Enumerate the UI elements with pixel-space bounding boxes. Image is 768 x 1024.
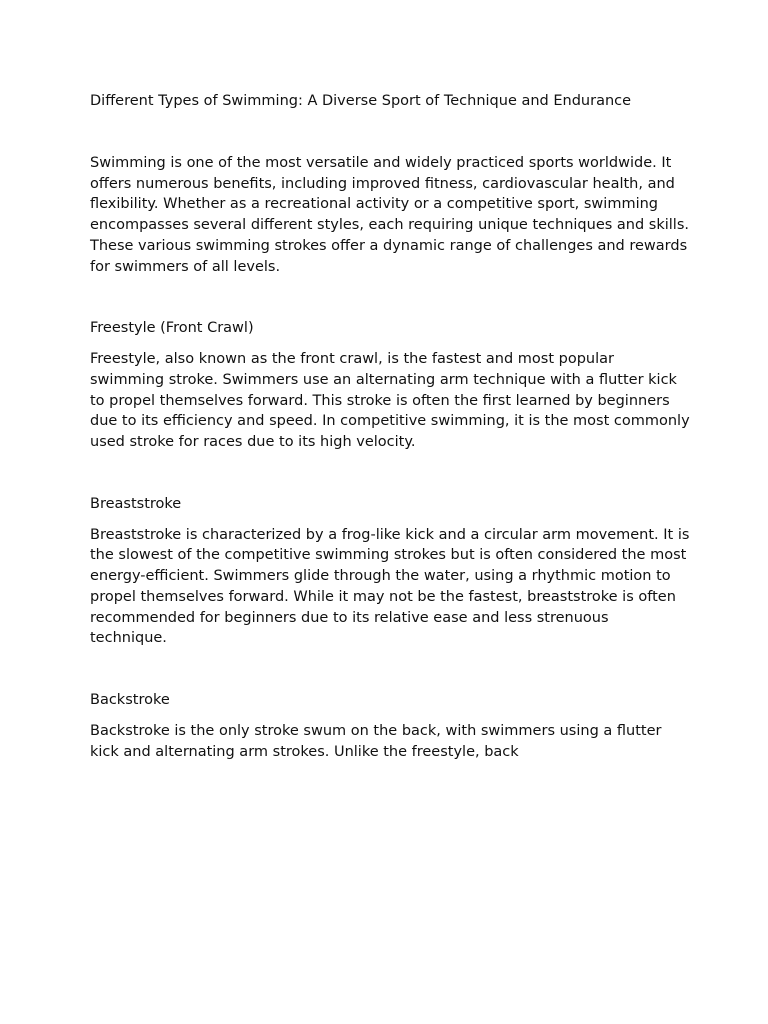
document-content [90, 90, 690, 803]
section-heading-breaststroke: Breaststroke [90, 495, 182, 512]
section-breaststroke [90, 494, 690, 649]
intro-paragraph: Swimming is one of the most versatile and widely practiced sports worldwide. It offers numerous benefits, including improved fitness, cardiovascular health, and flexibility. Whether as a recreational activity or a competitive sport, swimming encompasses several different styles, each requiring unique techniques and skills. These various swimming strokes offer a dynamic range of challenges and rewards for swimmers of all levels. [90, 155, 690, 275]
section-heading-backstroke: Backstroke [90, 691, 170, 708]
section-body-breaststroke: Breaststroke is characterized by a frog-like kick and a circular arm movement. It is the slowest of the competitive swimming strokes but is often considered the most energy-efficient. Swimmers glide through the water, using a rhythmic motion to propel themselves forward. While it may not be the fastest, breaststroke is often recommended for beginners due to its relative ease and less strenuous technique. [90, 526, 690, 647]
document-title: Different Types of Swimming: A Diverse Sport of Technique and Endurance [90, 93, 632, 109]
section-backstroke [90, 690, 690, 762]
section-body-freestyle: Freestyle, also known as the front crawl, is the fastest and most popular swimming stroke. Swimmers use an alternating arm technique with a flutter kick to propel themselves forward. This stroke is often the first learned by beginners due to its efficiency and speed. In competitive swimming, it is the most commonly used stroke for races due to its high velocity. [90, 351, 690, 451]
section-freestyle [90, 318, 690, 453]
section-body-backstroke: Backstroke is the only stroke swum on the back, with swimmers using a flutter kick and alternating arm strokes. Unlike the freestyle, back [90, 722, 662, 760]
section-heading-freestyle: Freestyle (Front Crawl) [90, 320, 254, 337]
